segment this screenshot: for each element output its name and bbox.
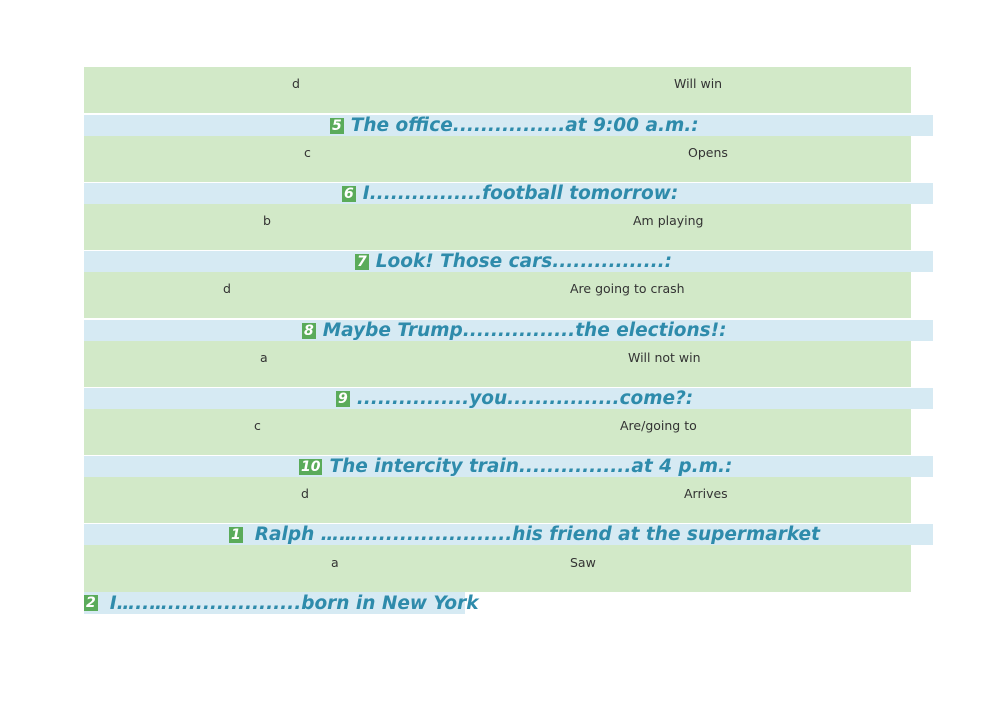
answer-text: Are/going to xyxy=(620,418,697,433)
answer-letter: c xyxy=(304,145,311,160)
answer-row xyxy=(84,477,911,523)
question-number-badge: 7 xyxy=(357,253,367,270)
answer-letter: a xyxy=(331,555,339,570)
question xyxy=(229,524,820,545)
question-row xyxy=(84,388,933,409)
question-row xyxy=(84,524,933,545)
answer-letter: d xyxy=(301,486,309,501)
question xyxy=(336,388,693,409)
answer-row xyxy=(84,272,911,318)
answer-row xyxy=(84,204,911,250)
question-number-badge: 2 xyxy=(86,595,96,611)
answer-text: Are going to crash xyxy=(570,281,685,296)
question-row xyxy=(84,115,933,136)
question-number-badge: 8 xyxy=(304,322,314,339)
question-text: The intercity train................at 4 p.m.: xyxy=(329,456,733,477)
question-number-badge: 9 xyxy=(338,390,348,407)
question xyxy=(330,115,699,136)
answer-letter: d xyxy=(223,281,231,296)
answer-text: Saw xyxy=(570,555,596,570)
answer-letter: c xyxy=(254,418,261,433)
question xyxy=(355,251,672,272)
question-text: The office................at 9:00 a.m.: xyxy=(350,115,699,136)
answer-letter: a xyxy=(260,350,268,365)
question xyxy=(299,456,732,477)
answer-letter: d xyxy=(292,76,300,91)
answer-text: Am playing xyxy=(633,213,704,228)
answer-letter: b xyxy=(263,213,271,228)
question-row xyxy=(84,592,479,614)
answer-text: Will not win xyxy=(628,350,701,365)
question-row xyxy=(84,251,933,272)
answer-row xyxy=(84,341,911,387)
answer-row xyxy=(84,409,911,455)
answer-text: Will win xyxy=(674,76,723,91)
question-text: Ralph ……......................his friend at the supermarket xyxy=(254,524,820,545)
question-row xyxy=(84,183,933,204)
question-row xyxy=(84,320,933,341)
question-number-badge: 5 xyxy=(332,117,342,134)
question-number-badge: 1 xyxy=(231,526,241,543)
question-text: ................you................come?: xyxy=(356,388,694,409)
answer-text: Arrives xyxy=(684,486,728,501)
question-number-badge: 10 xyxy=(301,458,321,475)
question xyxy=(342,183,678,204)
question-number-badge: 6 xyxy=(344,185,354,202)
question-text: I................football tomorrow: xyxy=(362,183,679,204)
question-text: Look! Those cars................: xyxy=(375,251,673,272)
question xyxy=(302,320,727,341)
question-text: I…..…...................born in New York xyxy=(109,592,479,614)
answer-row xyxy=(84,136,911,182)
answer-row xyxy=(84,67,911,113)
answer-row xyxy=(84,545,911,592)
question-row xyxy=(84,456,933,477)
question-text: Maybe Trump................the elections!: xyxy=(322,320,727,341)
answer-text: Opens xyxy=(688,145,728,160)
